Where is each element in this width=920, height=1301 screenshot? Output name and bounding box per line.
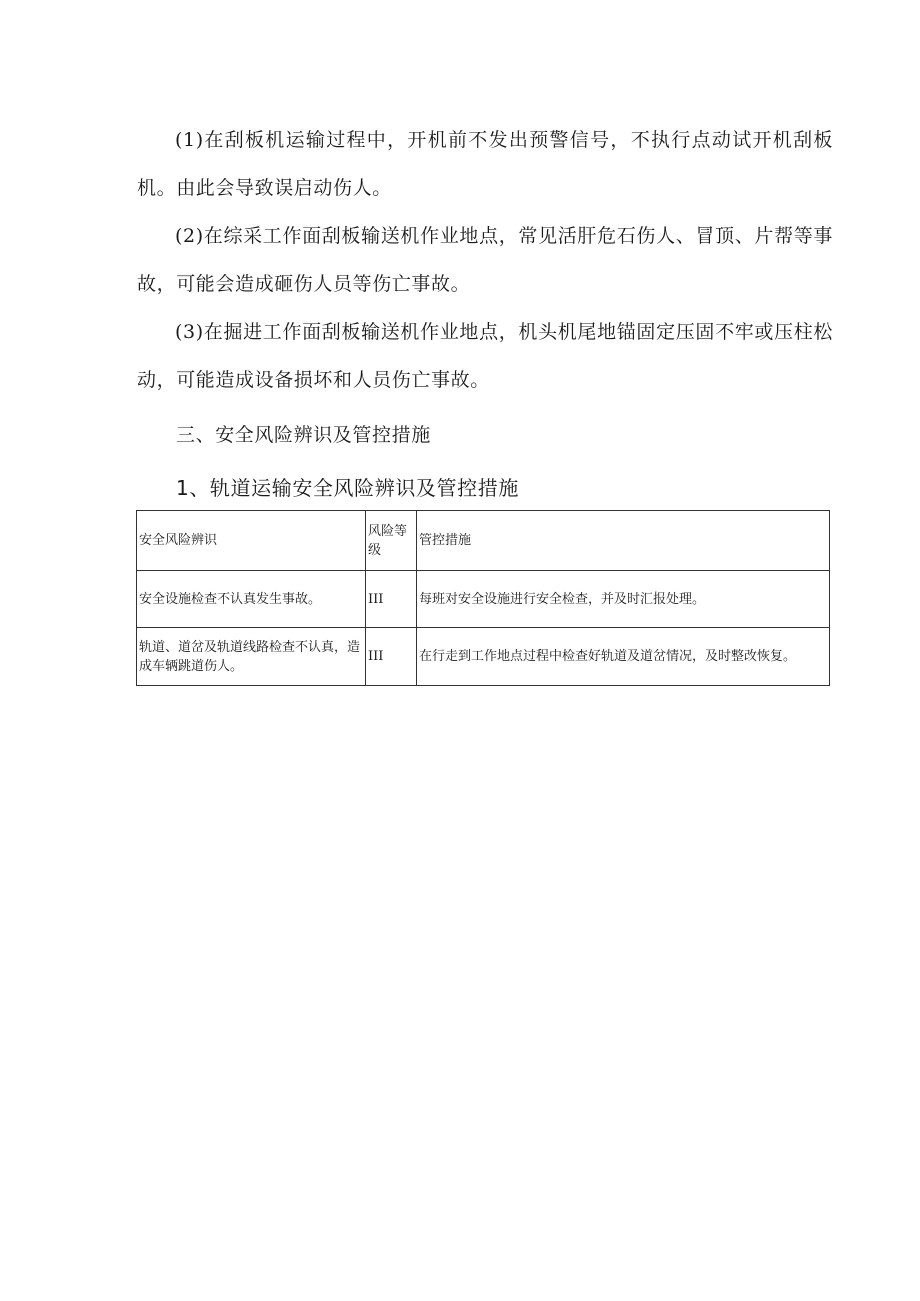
header-control-measures: 管控措施 <box>417 511 830 571</box>
paragraph-3: (3)在掘进工作面刮板输送机作业地点，机头机尾地锚固定压固不牢或压柱松动，可能造成设备损坏和人员伤亡事故。 <box>137 321 833 391</box>
paragraph-2: (2)在综采工作面刮板输送机作业地点，常见活肝危石伤人、冒顶、片帮等事故，可能会造成砸伤人员等伤亡事故。 <box>137 225 833 295</box>
header-risk-level: 风险等级 <box>366 511 417 571</box>
cell-control-measures: 在行走到工作地点过程中检查好轨道及道岔情况，及时整改恢复。 <box>417 628 830 686</box>
cell-risk-level: III <box>366 571 417 628</box>
paragraph-1: (1)在刮板机运输过程中，开机前不发出预警信号，不执行点动试开机刮板机。由此会导致误启动伤人。 <box>137 129 833 199</box>
header-risk-identification: 安全风险辨识 <box>137 511 366 571</box>
table-row <box>137 628 830 686</box>
cell-risk-level: III <box>366 628 417 686</box>
subsection-heading: 1、轨道运输安全风险辨识及管控措施 <box>176 476 519 500</box>
cell-risk-identification: 轨道、道岔及轨道线路检查不认真，造成车辆跳道伤人。 <box>137 628 366 686</box>
cell-risk-identification: 安全设施检查不认真发生事故。 <box>137 571 366 628</box>
section-heading: 三、安全风险辨识及管控措施 <box>176 424 431 446</box>
risk-table <box>136 510 830 686</box>
table-row <box>137 571 830 628</box>
table-header-row <box>137 511 830 571</box>
cell-control-measures: 每班对安全设施进行安全检查，并及时汇报处理。 <box>417 571 830 628</box>
